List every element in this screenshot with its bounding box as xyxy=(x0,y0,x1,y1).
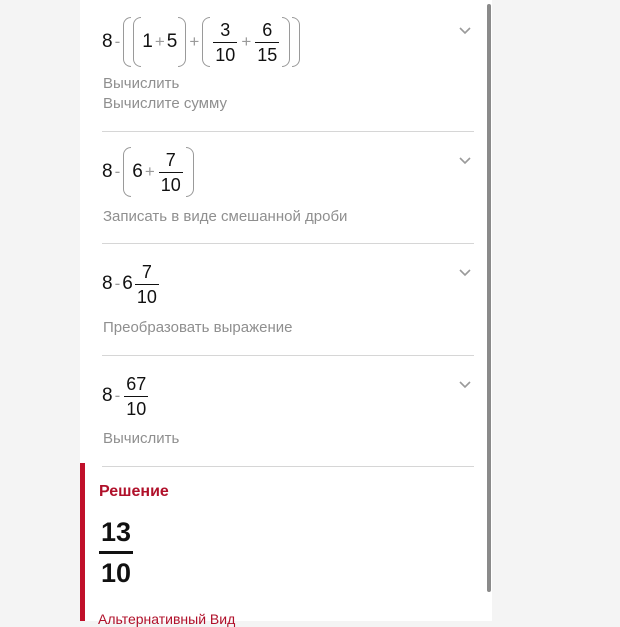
plus-operator: + xyxy=(241,32,252,51)
step-4-expression xyxy=(102,371,150,421)
right-paren xyxy=(186,147,194,197)
left-paren xyxy=(123,147,131,197)
step-2-captions xyxy=(103,207,347,227)
step-3[interactable] xyxy=(102,243,474,356)
scrollbar[interactable] xyxy=(487,4,491,592)
chevron-down-icon[interactable] xyxy=(458,24,472,38)
step-caption: Вычислите сумму xyxy=(103,95,227,112)
denominator: 10 xyxy=(124,396,148,418)
numerator: 67 xyxy=(126,373,147,394)
numerator: 3 xyxy=(220,19,231,40)
number: 6 xyxy=(132,161,143,182)
step-caption: Преобразовать выражение xyxy=(103,319,293,336)
denominator: 10 xyxy=(135,284,159,306)
alternative-form-link[interactable]: Альтернативный Вид xyxy=(98,611,236,627)
step-caption: Вычислить xyxy=(103,75,180,92)
step-2-expression xyxy=(102,147,195,197)
denominator: 10 xyxy=(99,551,133,587)
denominator: 10 xyxy=(159,172,183,194)
numerator: 6 xyxy=(262,19,273,40)
plus-operator: + xyxy=(144,162,155,181)
step-1-captions xyxy=(103,74,227,114)
fraction xyxy=(124,375,148,418)
fraction xyxy=(255,21,279,64)
minus-operator: - xyxy=(114,274,121,293)
solution-title: Решение xyxy=(99,483,169,500)
step-3-expression xyxy=(102,259,161,309)
chevron-down-icon[interactable] xyxy=(458,266,472,280)
chevron-down-icon[interactable] xyxy=(458,154,472,168)
numerator: 7 xyxy=(141,261,152,282)
solution-fraction xyxy=(99,519,133,587)
numerator: 7 xyxy=(165,149,176,170)
chevron-down-icon[interactable] xyxy=(458,378,472,392)
number: 8 xyxy=(102,31,113,52)
minus-operator: - xyxy=(114,162,121,181)
step-caption: Записать в виде смешанной дроби xyxy=(103,208,348,225)
plus-operator: + xyxy=(189,32,200,51)
solution-accent-bar xyxy=(80,463,85,621)
solution-section xyxy=(80,463,492,627)
number: 6 xyxy=(122,273,133,294)
denominator: 10 xyxy=(213,42,237,64)
numerator: 13 xyxy=(101,517,132,547)
step-1-expression xyxy=(102,17,301,67)
number: 8 xyxy=(102,161,113,182)
minus-operator: - xyxy=(114,32,121,51)
left-paren xyxy=(123,17,131,67)
right-paren xyxy=(292,17,300,67)
step-2[interactable] xyxy=(102,131,474,244)
right-paren xyxy=(282,17,290,67)
left-paren xyxy=(202,17,210,67)
step-3-captions xyxy=(103,318,292,338)
step-1[interactable] xyxy=(102,0,474,132)
number: 5 xyxy=(166,31,178,52)
number: 1 xyxy=(142,31,153,52)
steps-panel xyxy=(80,0,492,627)
minus-operator: - xyxy=(114,386,121,405)
denominator: 15 xyxy=(255,42,279,64)
step-4-captions xyxy=(103,429,179,449)
right-paren xyxy=(178,17,186,67)
step-4[interactable] xyxy=(102,355,474,467)
step-caption: Вычислить xyxy=(103,430,180,447)
fraction xyxy=(159,151,183,194)
number: 8 xyxy=(102,385,113,406)
left-paren xyxy=(133,17,141,67)
plus-operator: + xyxy=(154,32,165,51)
number: 8 xyxy=(102,273,113,294)
fraction xyxy=(135,263,159,306)
fraction xyxy=(213,21,237,64)
